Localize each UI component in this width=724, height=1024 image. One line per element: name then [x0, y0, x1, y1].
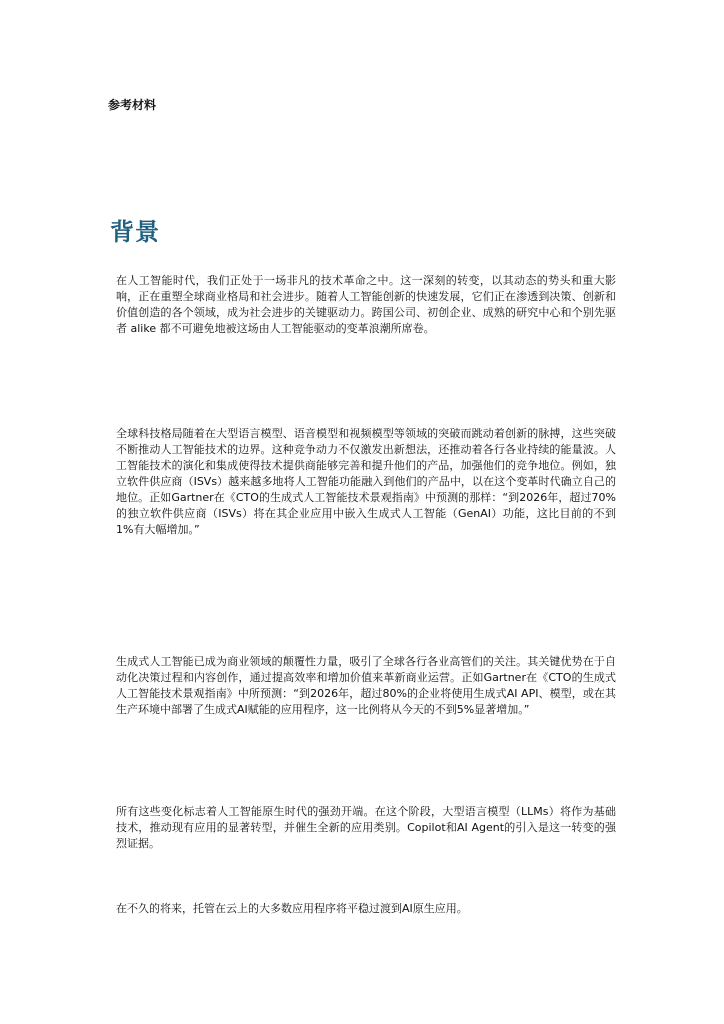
section-heading-background: 背景	[110, 218, 160, 246]
paragraph-generative-ai-business: 生成式人工智能已成为商业领域的颠覆性力量，吸引了全球各行各业高管们的关注。其关键优势在于自动化决策过程和内容创作，通过提高效率和增加价值来革新商业运营。正如Gartner在《CTO的生成式人工智能技术景观指南》中所预测：“到2026年，超过80%的企业将使用生成式AI API、模型，或在其生产环境中部署了生成式AI赋能的应用程序，这一比例将从今天的不到5%显著增加。”	[116, 655, 616, 716]
paragraph-global-tech-landscape: 全球科技格局随着在大型语言模型、语音模型和视频模型等领域的突破而跳动着创新的脉搏，这些突破不断推动人工智能技术的边界。这种竞争动力不仅激发出新想法，还推动着各行各业持续的能量波。人工智能技术的演化和集成使得技术提供商能够完善和提升他们的产品，加强他们的竞争地位。例如，独立软件供应商（ISVs）越来越多地将人工智能功能融入到他们的产品中，以在这个变革时代确立自己的地位。正如Gartner在《CTO的生成式人工智能技术景观指南》中预测的那样：“到2026年，超过70%的独立软件供应商（ISVs）将在其企业应用中嵌入生成式人工智能（GenAI）功能，这比目前的不到1%有大幅增加。”	[116, 427, 616, 536]
paragraph-ai-era-intro: 在人工智能时代，我们正处于一场非凡的技术革命之中。这一深刻的转变，以其动态的势头和重大影响，正在重塑全球商业格局和社会进步。随着人工智能创新的快速发展，它们正在渗透到决策、创新和价值创造的各个领域，成为社会进步的关键驱动力。跨国公司、初创企业、成熟的研究中心和个别先驱者 alike 都不可避免地被这场由人工智能驱动的变革浪潮所席卷。	[116, 274, 616, 335]
paragraph-ai-native-era: 所有这些变化标志着人工智能原生时代的强劲开端。在这个阶段，大型语言模型（LLMs）将作为基础技术，推动现有应用的显著转型，并催生全新的应用类别。Copilot和AI Agent的引入是这一转变的强烈证据。	[116, 805, 616, 850]
paragraph-cloud-ai-native-future: 在不久的将来，托管在云上的大多数应用程序将平稳过渡到AI原生应用。	[116, 902, 468, 915]
reference-material-label: 参考材料	[108, 98, 157, 112]
